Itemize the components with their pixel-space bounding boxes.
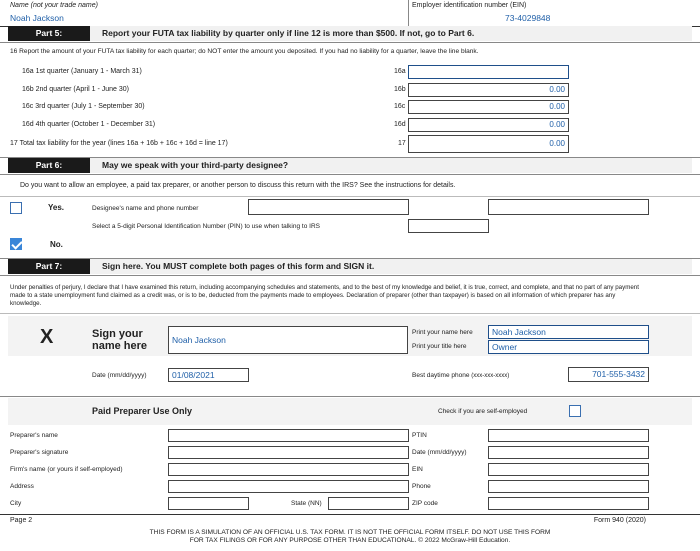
- city-input[interactable]: [168, 497, 249, 510]
- line16d-code: 16d: [394, 121, 406, 128]
- sign-label-line1: Sign your: [92, 328, 143, 340]
- no-checkbox[interactable]: [10, 238, 22, 250]
- line16b-input[interactable]: 0.00: [408, 83, 569, 97]
- print-name-label: Print your name here: [412, 329, 473, 336]
- self-employed-label: Check if you are self-employed: [438, 408, 528, 415]
- sign-label: [92, 328, 147, 352]
- preparer-signature-label: Preparer's signature: [10, 449, 69, 456]
- phone-label-text: Best daytime phone: [412, 372, 470, 379]
- print-title-label: Print your title here: [412, 343, 467, 350]
- rule: [0, 42, 700, 43]
- preparer-name-label: Preparer's name: [10, 432, 58, 439]
- rule: [0, 174, 700, 175]
- x-mark: X: [40, 326, 54, 348]
- pin-label: Select a 5-digit Personal Identification Number (PIN) to use when talking to IRS: [92, 223, 320, 230]
- firm-phone-label: Phone: [412, 483, 431, 490]
- line16b-text: 16b 2nd quarter (April 1 - June 30): [22, 86, 130, 93]
- line17-code: 17: [398, 140, 406, 147]
- signature-input[interactable]: Noah Jackson: [168, 326, 408, 354]
- city-label: City: [10, 500, 22, 507]
- rule: [0, 514, 700, 515]
- line16c-input[interactable]: 0.00: [408, 100, 569, 114]
- preparer-title: Paid Preparer Use Only: [92, 406, 193, 416]
- disclaimer-line2: FOR TAX FILINGS OR FOR ANY PURPOSE OTHER THAN EDUCATIONAL. © 2022 McGraw-Hill Education.: [189, 537, 511, 544]
- rule: [0, 313, 700, 314]
- preparer-date-label: Date (mm/dd/yyyy): [412, 449, 467, 456]
- ptin-label: PTIN: [412, 432, 427, 439]
- ein-label: Employer identification number (EIN): [412, 2, 527, 9]
- line16d-text: 16d 4th quarter (October 1 - December 31): [22, 121, 156, 128]
- disclaimer: [0, 529, 700, 545]
- line16-intro: 16 Report the amount of your FUTA tax liability for each quarter; do NOT enter the amount you deposited. If you had no liability for a quarter, leave the line blank.: [10, 48, 479, 55]
- rule: [0, 275, 700, 276]
- firm-phone-input[interactable]: [488, 480, 649, 493]
- designee-name-label: Designee's name and phone number: [92, 205, 199, 212]
- pin-input[interactable]: [408, 219, 489, 233]
- preparer-date-input[interactable]: [488, 446, 649, 459]
- phone-input[interactable]: 701-555-3432: [568, 367, 649, 382]
- part7-title: Sign here. You MUST complete both pages of this form and SIGN it.: [102, 261, 375, 271]
- state-label: State (NN): [291, 500, 322, 507]
- date-label: Date (mm/dd/yyyy): [92, 372, 147, 379]
- address-input[interactable]: [168, 480, 409, 493]
- yes-checkbox[interactable]: [10, 202, 22, 214]
- line16c-code: 16c: [394, 103, 406, 110]
- address-label: Address: [10, 483, 34, 490]
- designee-question: Do you want to allow an employee, a paid tax preparer, or another person to discuss this return with the IRS? See the instructions for details.: [20, 182, 456, 189]
- ptin-input[interactable]: [488, 429, 649, 442]
- no-label: No.: [50, 240, 63, 249]
- line16a-code: 16a: [394, 68, 406, 75]
- part7-label: Part 7:: [8, 259, 90, 274]
- designee-phone-input[interactable]: [488, 199, 649, 215]
- line16b-code: 16b: [394, 86, 406, 93]
- state-input[interactable]: [328, 497, 409, 510]
- part5-label: Part 5:: [8, 26, 90, 41]
- preparer-signature-input[interactable]: [168, 446, 409, 459]
- name-value: Noah Jackson: [10, 13, 64, 23]
- date-input[interactable]: 01/08/2021: [168, 368, 249, 382]
- rule: [0, 196, 700, 197]
- line16a-text: 16a 1st quarter (January 1 - March 31): [22, 68, 142, 75]
- zip-input[interactable]: [488, 497, 649, 510]
- page-number: Page 2: [10, 517, 33, 524]
- name-label: Name (not your trade name): [10, 2, 98, 9]
- firm-name-input[interactable]: [168, 463, 409, 476]
- part6-label: Part 6:: [8, 158, 90, 173]
- print-title-input[interactable]: Owner: [488, 340, 649, 354]
- phone-hint: (xxx-xxx-xxxx): [471, 373, 510, 379]
- zip-label: ZIP code: [412, 500, 438, 507]
- line17-input[interactable]: 0.00: [408, 135, 569, 153]
- header-divider: [408, 0, 409, 26]
- phone-label: [412, 372, 509, 379]
- preparer-name-input[interactable]: [168, 429, 409, 442]
- sign-label-line2: name here: [92, 340, 148, 352]
- yes-label: Yes.: [48, 203, 65, 212]
- part6-title: May we speak with your third-party designee?: [102, 160, 289, 170]
- perjury-statement: Under penalties of perjury, I declare that I have examined this return, including accompanying schedules and statements, and to the best of my knowledge and belief, it is true, correct, and complete, and that no part of any payment made to a state unemployment fund claimed as a credit was, or is to be, deducted from the payments made to employees. Declaration of preparer (other than taxpayer) is based on all information of which preparer has any knowledge.: [10, 284, 639, 307]
- line16a-input[interactable]: [408, 65, 569, 79]
- line16c-text: 16c 3rd quarter (July 1 - September 30): [22, 103, 145, 110]
- designee-name-input[interactable]: [248, 199, 409, 215]
- rule: [0, 396, 700, 397]
- disclaimer-line1: THIS FORM IS A SIMULATION OF AN OFFICIAL U.S. TAX FORM. IT IS NOT THE OFFICIAL FORM ITSELF. DO NOT USE THIS FORM: [149, 529, 551, 536]
- line16d-input[interactable]: 0.00: [408, 118, 569, 132]
- form-number: Form 940 (2020): [593, 517, 646, 524]
- print-name-input[interactable]: Noah Jackson: [488, 325, 649, 339]
- ein-value: 73-4029848: [505, 13, 551, 23]
- firm-ein-input[interactable]: [488, 463, 649, 476]
- line17-text: 17 Total tax liability for the year (lines 16a + 16b + 16c + 16d = line 17): [10, 140, 228, 147]
- self-employed-checkbox[interactable]: [569, 405, 581, 417]
- firm-ein-label: EIN: [412, 466, 423, 473]
- part5-title: Report your FUTA tax liability by quarter only if line 12 is more than $500. If not, go to Part 6.: [102, 28, 475, 38]
- firm-name-label: Firm's name (or yours if self-employed): [10, 466, 123, 473]
